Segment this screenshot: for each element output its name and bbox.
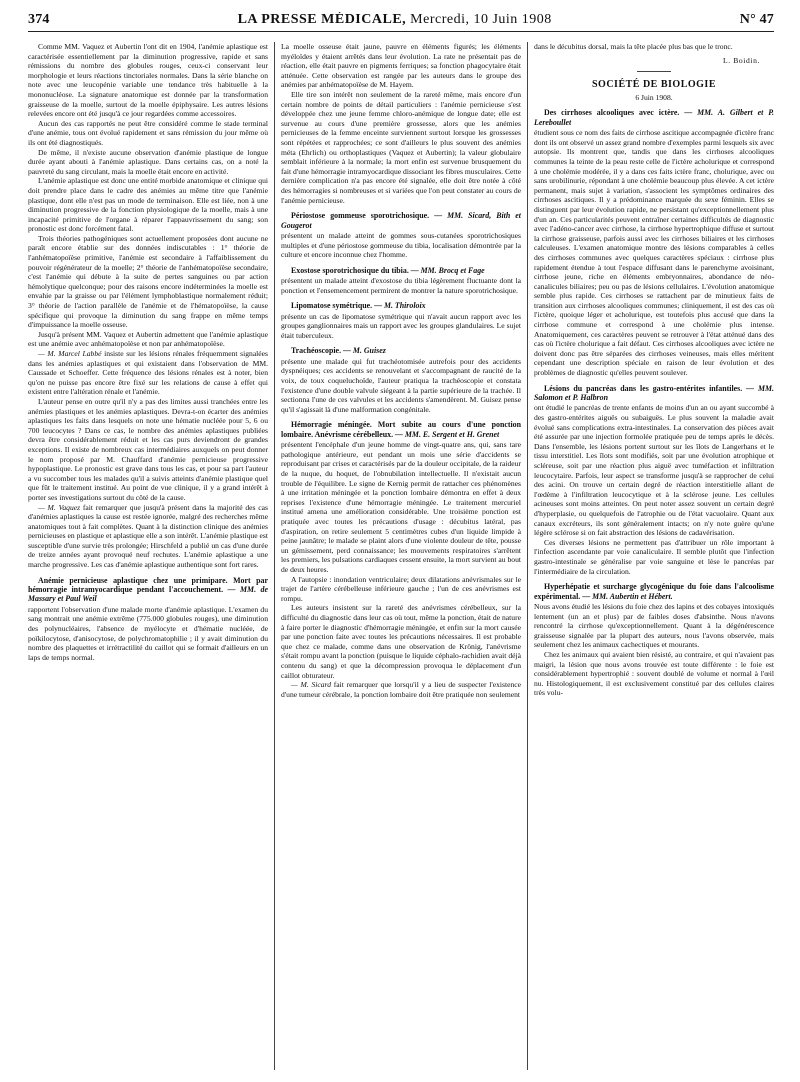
speaker-name: — M. Vaquez xyxy=(38,502,81,512)
paragraph: Ces diverses lésions ne permettent pas d'attribuer un rôle important à l'infection ascendante par voie canaliculaire. Il semble plutôt que l'infection gastro-intestinale se généralise par voie sanguine et lèse le pancréas par l'intermédiaire de la circulation. xyxy=(534,537,774,576)
paragraph xyxy=(28,349,268,397)
paragraph-text: insiste sur les lésions rénales fréquemment signalées dans les anémies aplastiques et qui existaient dans l'observation de MM. Caussade et Schoeffer. Cette fréquence des lésions rénales est à noter, bien qu'on ne puisse pas encore être fixé sur les relations de cause à effet qui existent entre l'altération rénale et l'anémie. xyxy=(28,349,268,397)
paragraph: Nous avons étudié les lésions du foie chez des lapins et des cobayes intoxiqués lentement (un an et plus) par de faibles doses d'absinthe. Nous n'avons rencontré la cirrhose qu'exceptionnellement. Quant à la dégénérescence graisseuse signalée par la plupart des auteurs, nous l'avons observée, mais seulement chez les animaux cachectiques et mourants. xyxy=(534,601,774,650)
paragraph: De même, il n'existe aucune observation d'anémie plastique de longue durée ayant abouti à l'anémie aplastique. Dans certains cas, on a noté la pauvreté du sang circulant, mais la moelle était encore en activité. xyxy=(28,147,268,176)
heading-text: Hémorragie méningée. Mort subite au cours d'une ponction lombaire. Anévrisme cérébelleux. xyxy=(281,420,521,439)
paragraph: Aucun des cas rapportés ne peut être considéré comme le stade terminal d'une anémie, tous ont évolué rapidement et sans rémission du jour même où ils ont été diagnostiqués. xyxy=(28,118,268,147)
page-header xyxy=(28,12,774,32)
heading-authors: — MM. Aubertin et Hébert. xyxy=(582,591,673,601)
column-1 xyxy=(28,42,274,1070)
heading-text: Anémie pernicieuse aplastique chez une primipare. Mort par hémorragie intramyocardique pendant l'accouchement. xyxy=(28,575,268,595)
section-heading xyxy=(281,420,521,439)
section-heading xyxy=(281,301,521,310)
heading-authors: — MM. Sicard, Bith et Gougerot xyxy=(281,211,521,230)
section-heading xyxy=(281,211,521,230)
heading-authors: — MM. Brocq et Fage xyxy=(410,265,485,275)
section-heading xyxy=(281,266,521,275)
society-date: 6 Juin 1908. xyxy=(635,92,673,102)
heading-text: Périostose gommeuse sporotrichosique. xyxy=(291,211,430,221)
section-heading xyxy=(281,346,521,355)
section-heading xyxy=(534,582,774,601)
column-3 xyxy=(527,42,774,1070)
speaker-name: — M. Sicard xyxy=(291,680,332,690)
heading-authors: — M. Guisez xyxy=(343,346,386,356)
column-2 xyxy=(274,42,527,1070)
paragraph: présente un cas de lipomatose symétrique qui n'avait aucun rapport avec les groupes ganglionnaires mais un rapport avec les groupes glandulaires. Le sujet était tuberculeux. xyxy=(281,311,521,340)
paragraph: présentent l'encéphale d'un jeune homme de vingt-quatre ans, qui, sans tare pathologique antérieure, eut pendant un mois une série d'accidents se reproduisant par crises et caractérisés par de la douleur occipitale, de la raideur de la nuque, du hoquet, de l'obnubilation intellectuelle. Il n'existait aucun trouble de l'équilibre. Le signe de Kernig permit de rattacher ces phénomènes à une irritation méningée et la ponction lombaire démontra en effet à deux reprises l'existence d'une hémorragie méningée. Le traitement mercuriel institué amena une amélioration considérable. Une troisième ponction est pratiquée avec toutes les précautions d'usage : décubitus latéral, pas d'aspiration, on retire seulement 5 centimètres cubes d'un liquide limpide à peine jaunâtre; le malade se plaint alors d'une violente douleur de tête, pousse un gémissement, perd connaissance; les mouvements respiratoires s'arrêtent les premiers, les pulsations cardiaques cessent ensuite, la mort survient au bout de deux heures. xyxy=(281,440,521,574)
paragraph: ont étudié le pancréas de trente enfants de moins d'un an ou ayant succombé à des gastro-entérites aiguës ou subaiguës. Le plus souvent la maladie avait évolué sans complications extra-intestinales. La conservation des pièces avait été assurée par une injection formolée pratiquée peu de temps après le décès. Dans l'ensemble, les lésions portent surtout sur les îlots de Langerhans et le tissu interstitiel. Les îlots sont modifiés, soit par une évolution atrophique et scléreuse, soit par une réaction plus aiguë avec tuméfaction et infiltration leucocytaire. Parfois, leur aspect se transforme jusqu'à se rapprocher de celui des acini. On trouve un certain degré de réaction interstitielle allant de l'œdème à l'infiltration leucocytique et à la sclérose jeune. Les cellules acineuses sont moins atteintes. On peut noter assez souvent un certain degré d'hyperplasie, ou quelquefois de l'atrophie ou de l'état vacuolaire. Quant aux canaux excréteurs, ils sont généralement intacts; on n'y note guère qu'une légère sclérose si on fait abstraction des lésions de cadavérisation. xyxy=(534,403,774,538)
issue-date: Mercredi, 10 Juin 1908 xyxy=(410,12,552,27)
paragraph xyxy=(281,680,521,699)
paragraph: L'auteur pense en outre qu'il n'y a pas des limites aussi tranchées entre les anémies plastiques et les anémies aplastiques. Devra-t-on écarter des anémies aplastiques les faits dans lesquels on note une hématie nucléée pour 5, 6 ou 700 leucocytes ? Dans ce cas, le nombre des anémies aplastiques publiées devra être considérablement réduit et les cas purs deviendront de grandes exceptions. Il existe de nombreux cas intermédiaires auxquels on peut donner le nom proposé par M. Chauffard d'anémie pernicieuse progressive hypoplastique. Le pronostic est grave dans tous les cas, et pour sa part l'auteur a vu succomber tous les malades qu'il a suivis atteints d'anémie plastique quel que fût le traitement institué. Au point de vue clinique, il y a grand intérêt à porter ses investigations surtout du côté de la cause. xyxy=(28,396,268,502)
paragraph: Comme MM. Vaquez et Aubertin l'ont dit en 1904, l'anémie aplastique est caractérisée essentiellement par la diminution progressive, rapide et sans rémissions du nombre des globules rouges, ceux-ci conservant leur morphologie et leurs réactions tinctoriales normales. Dans la série blanche on note avec une leucopénie variable une tendance très habituelle à la mononucléose. La signature anatomique est donnée par la transformation graisseuse de la moelle, surtout de la moelle épiphysaire. Les autres lésions relevées encore ont été jusqu'à ce jour regardées comme accessoires. xyxy=(28,42,268,119)
paragraph: A l'autopsie : inondation ventriculaire; deux dilatations anévrismales sur le trajet de l'artère cérébelleuse inférieure gauche ; l'un de ces anévrismes est rompu. xyxy=(281,574,521,603)
paragraph: présentent un malade atteint d'exostose du tibia légèrement fluctuante dont la ponction et l'ensemencement permirent de montrer la nature sporotrichosique. xyxy=(281,276,521,295)
heading-text: Trachéoscopie. xyxy=(291,346,342,356)
heading-authors: — MM. A. Gilbert et P. Lereboullet xyxy=(534,108,774,127)
heading-authors: — MM. de Massary et Paul Weil xyxy=(28,585,268,604)
paragraph: étudient sous ce nom des faits de cirrhose ascitique accompagnée d'ictère franc dont ils ont observé un assez grand nombre d'exemples parmi lesquels six avec autopsie. Ils montrent que, tandis que dans les cirrhoses alcooliques communes la teinte de la peau reste celle de l'ictère acholurique et correspond à une cholémie modérée, il y a dans ces faits ictère franc, cholurique, avec ou sans urobilinurie, répondant à une cholémie beaucoup plus élevée. A cet ictère permanent, mais sujet à variation, s'associent les symptômes ordinaires des cirrhoses ascitiques. Il y a prédominance marquée du sexe féminin. Elles se distinguent par leur évolution rapide, ne persistant qu'exceptionnellement plus d'un an. Ces particularités peuvent entraîner certaines difficultés de diagnostic avec l'adéno-cancer avec cirrhose, la cirrhose hypertrophique diffuse et surtout la cirrhose graisseuse, parfois aussi avec les cirrhoses biliaires et les cirrhoses calculeuses. L'examen anatomique montre des lésions comparables à celles des cirrhoses communes avec quelques caractères spéciaux : cirrhose plus rapidement étendue à tout l'espace diffusant dans le parenchyme avoisinant, cirrhose jeune, riche en éléments embryonnaires, abondance de néo-canalicules biliaires; peu ou pas de lésions cellulaires. L'évolution anatomique semble plus rapide. Ces cirrhoses se rattachent par de minutieux faits de transition aux cirrhoses alcooliques communes; cliniquement, il est des cas où l'ictère, quoique léger et acholurique, est toutefois plus accusé que dans la cirrhose commune et correspond à une cholémie plus intense. Anatomiquement, ces caractères peuvent se retrouver à l'état atténué dans des cas où l'ictère cholurique a fait défaut. Ces cirrhoses alcooliques avec ictère ne doivent donc pas être séparées des cirrhoses veineuses, mais elles méritent cependant une description spéciale en raison de leur évolution et des problèmes de diagnostic qu'elles peuvent soulever. xyxy=(534,128,774,378)
paragraph: rapportent l'observation d'une malade morte d'anémie aplastique. L'examen du sang montrait une anémie extrême (775.000 globules rouges), une diminution des polynucléaires, l'absence de myélocyte et d'hématie nucléée, de poïkilocytose, d'anisocytose, de polychromatophilie ; il y avait diminution du nombre des plaquettes et irrétractilité du caillot qui se formait d'ailleurs en un laps de temps normal. xyxy=(28,604,268,662)
paragraph-text: fait remarquer que lorsqu'il y a lieu de suspecter l'existence d'une tumeur cérébrale, la ponction lombaire doit être pratiquée non seulement xyxy=(281,680,521,699)
paragraph: dans le décubitus dorsal, mais la tête placée plus bas que le tronc. xyxy=(534,42,733,51)
text-columns xyxy=(28,42,774,1070)
paragraph-text: fait remarquer que jusqu'à présent dans la majorité des cas d'anémies aplastiques la cause est restée ignorée, malgré des recherches même anatomiques tout à fait complètes. Quant à la distinction clinique des anémies pernicieuses en plastique et aplastique elle a son intérêt. L'anémie plastique est susceptible d'une survie très prolongée; Hirschfeld a publié un cas d'une durée de treize années ayant provoqué neuf rechutes. L'anémie aplastique a une marche progressive. Les cas d'anémie aplastique authentique sont fort rares. xyxy=(28,502,268,570)
newspaper-page xyxy=(28,12,774,1072)
journal-title xyxy=(238,12,552,28)
heading-text: Hyperhépatie et surcharge glycogénique du foie dans l'alcoolisme expérimental. xyxy=(534,582,774,601)
heading-text: Des cirrhoses alcooliques avec ictère. xyxy=(544,108,680,118)
paragraph: présente une malade qui fut trachéotomisée autrefois pour des accidents dyspnéiques; ces accidents se renouvelant et s'accompagnant de raucité de la voix, de toux coqueluchoïde, l'auteur pratiqua la trachéoscopie et constata l'existence d'une double valvule siégeant à la partie supérieure de la trachée. Il sectionna l'une de ces valvules et les accidents s'amendèrent. M. Guisez pense qu'il s'agissait là d'une malformation congénitale. xyxy=(281,356,521,414)
society-title: SOCIÉTÉ DE BIOLOGIE xyxy=(592,79,716,91)
paragraph: La moelle osseuse était jaune, pauvre en éléments figurés; les éléments myéloïdes y étaient arrêtés dans leur évolution. La rate ne présentait pas de réaction, elle était pauvre en pigments ferriques; sa fonction phagocytaire était atténuée. Cette observation est rangée par les auteurs dans le groupe des anémies par anhématopoïèse de M. Hayem. xyxy=(281,42,521,90)
heading-authors: — MM. Salomon et P. Halbron xyxy=(534,383,774,403)
paragraph: Les auteurs insistent sur la rareté des anévrismes cérébelleux, sur la difficulté du diagnostic dans leur cas où tout, même la ponction, était de nature à faire porter le diagnostic d'hémorragie méningée, et enfin sur la mort causée par une ponction faite avec toutes les précautions nécessaires. Il est probable que chez ce malade, comme dans une observation de Krönig, l'anévrisme s'était rompu avant la ponction (puisque le liquide céphalo-rachidien avait déjà contenu du sang) et que la décompression provoqua le déplacement d'un caillot obturateur. xyxy=(281,603,521,680)
paragraph: Elle tire son intérêt non seulement de la rareté même, mais encore d'un certain nombre de points de détail particuliers : l'anémie pernicieuse s'est développée chez une jeune femme chloro-anémique de longue date; elle est survenue au cours d'une première grossesse, alors que les anémies pernicieuses de la femme enceinte surviennent surtout lorsque les grossesses sont répétées et rapprochées; ce sont d'ailleurs le plus souvent des anémies méta (Ehrlich) ou orthoplastiques (Vaquez et Aubertin); la valeur globulaire semblait inférieure à la normale; la mort enfin est survenue brusquement du fait d'une hémorragie intramyocardique dissociant les fibres musculaires. Cette dernière complication n'a pas encore été signalée, elle doit être notée à côté des hémorragies si nombreuses et si variées que l'on peut constater au cours de l'anémie pernicieuse. xyxy=(281,89,521,205)
signature: L. Boidin. xyxy=(722,55,760,65)
journal-name: LA PRESSE MÉDICALE, xyxy=(237,12,407,27)
heading-authors: — MM. E. Sergent et H. Grenet xyxy=(395,429,500,439)
paragraph: L'anémie aplastique est donc une entité morbide anatomique et clinique qui doit prendre place dans le cadre des anémies au même titre que l'anémie plastique, dont elle n'est pas un mode de terminaison. Elle est liée, non à une diminution progressive de la fonction physiologique de la moelle, mais à une incapacité primitive de l'organe à réparer l'appauvrissement du sang; son pronostic est donc forcément fatal. xyxy=(28,176,268,234)
paragraph: Trois théories pathogéniques sont actuellement proposées dont aucune ne paraît encore établie sur des données indiscutables : 1° théorie de l'anhématopoïèse primitive, l'anémie est secondaire à l'affaiblissement du pouvoir régénérateur de la moelle; 2° théorie de l'anhématopoïèse secondaire, c'est l'anémie qui débute à la suite de pertes sanguines ou par action hémolytique quelconque; pour des raisons encore indéterminées la moelle est envahie par la graisse ou par l'élément lymphoblastique normalement réduit; 3° théorie de l'action parallèle de l'anémie et de l'hématopoïèse, la cause spécifique qui provoque la diminution du sang frappe en même temps d'impuissance la moelle osseuse. xyxy=(28,233,268,330)
paragraph: présentent un malade atteint de gommes sous-cutanées sporotrichosiques multiples et d'une périostose gommeuse du tibia, localisation démontrée par la culture et encore inconnue chez l'homme. xyxy=(281,230,521,260)
issue-number: N° 47 xyxy=(739,12,774,27)
heading-text: Lipomatose symétrique. xyxy=(291,301,373,311)
heading-text: Exostose sporotrichosique du tibia. xyxy=(291,265,409,275)
heading-authors: — M. Thiroloix xyxy=(374,301,426,311)
paragraph: Chez les animaux qui avaient bien résisté, au contraire, et qui n'avaient pas maigri, la lésion que nous avons trouvée est toute différente : le foie est considérablement hypertrophié : souvent doublé de volume et normal à l'œil nu. Histologiquement, il est exclusivement constitué par des cellules claires très volu- xyxy=(534,649,774,698)
paragraph: Jusqu'à présent MM. Vaquez et Aubertin admettent que l'anémie aplastique est une anémie avec anhématopoïèse et non par anhématopoïèse. xyxy=(28,329,268,349)
heading-text: Lésions du pancréas dans les gastro-entérites infantiles. xyxy=(544,383,743,393)
paragraph xyxy=(28,503,268,570)
page-number: 374 xyxy=(28,12,50,27)
section-heading xyxy=(28,576,268,604)
section-heading xyxy=(534,384,774,403)
section-heading xyxy=(534,108,774,127)
section-divider xyxy=(637,71,671,72)
speaker-name: — M. Marcel Labbé xyxy=(38,349,102,358)
